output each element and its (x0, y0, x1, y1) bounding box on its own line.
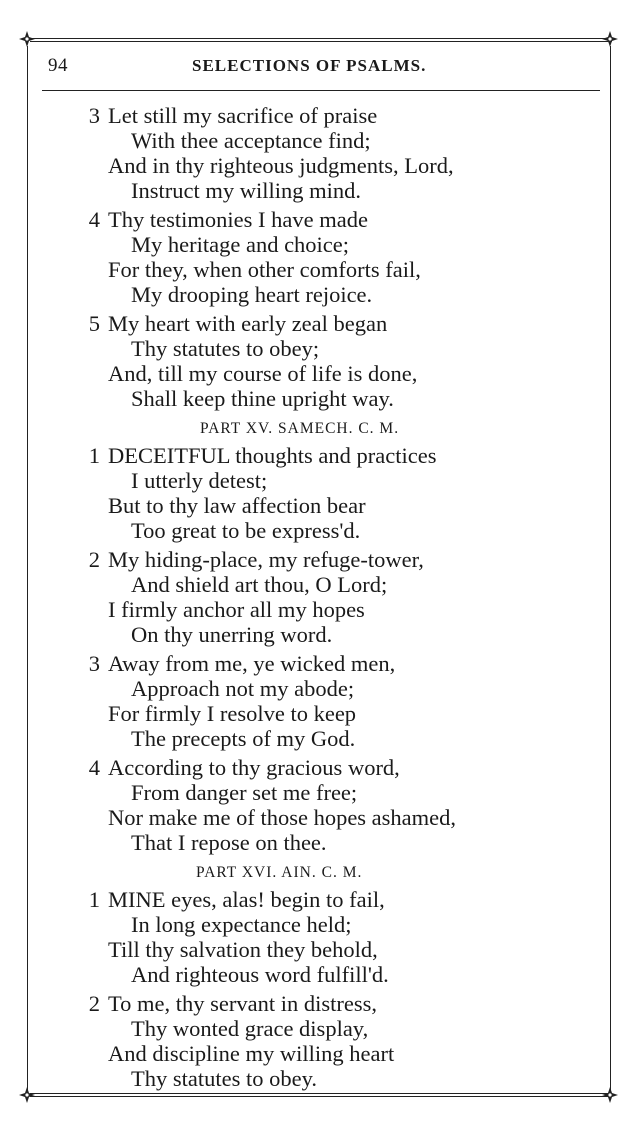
verse-text: DECEITFUL thoughts and practices (108, 443, 437, 468)
verse-line (0, 282, 640, 307)
verse-text: I utterly detest; (131, 468, 268, 493)
stanza-number: 5 (88, 311, 100, 336)
verse-line (0, 257, 640, 282)
verse-text: From danger set me free; (131, 780, 358, 805)
verse-line (0, 597, 640, 622)
verse-text: Away from me, ye wicked men, (108, 651, 396, 676)
stanza-number: 3 (88, 103, 100, 128)
stanza (0, 443, 640, 543)
page-number: 94 (48, 55, 68, 76)
verse-text: My hiding-place, my refuge-tower, (108, 547, 424, 572)
verse-line (0, 311, 640, 336)
verse-line (0, 912, 640, 937)
page-header (42, 55, 600, 81)
verse-line (0, 1041, 640, 1066)
stanza (0, 103, 640, 203)
stanza-number: 4 (88, 207, 100, 232)
verse-text: And shield art thou, O Lord; (131, 572, 388, 597)
verse-line (0, 830, 640, 855)
verse-text: Nor make me of those hopes ashamed, (108, 805, 457, 830)
header-rule (42, 90, 600, 91)
verse-text: Till thy salvation they behold, (108, 937, 378, 962)
verse-line (0, 178, 640, 203)
stanza-number: 2 (88, 547, 100, 572)
part-heading-text: PART XV. SAMECH. C. M. (200, 420, 400, 437)
verse-line (0, 103, 640, 128)
verse-text: To me, thy servant in distress, (108, 991, 378, 1016)
verse-text: For firmly I resolve to keep (108, 701, 357, 726)
bottom-border-rule-inner (30, 1096, 612, 1097)
verse-line (0, 780, 640, 805)
stanza (0, 547, 640, 647)
part-heading-text: PART XVI. AIN. C. M. (196, 864, 363, 881)
verse-line (0, 887, 640, 912)
verse-text: The precepts of my God. (131, 726, 356, 751)
verse-text: I firmly anchor all my hopes (108, 597, 365, 622)
verse-line (0, 726, 640, 751)
verse-text: My drooping heart rejoice. (131, 282, 373, 307)
verse-text: Thy statutes to obey; (131, 336, 320, 361)
verse-text: Shall keep thine upright way. (131, 386, 394, 411)
verse-text: Approach not my abode; (131, 676, 355, 701)
verse-line (0, 128, 640, 153)
verse-line (0, 468, 640, 493)
verse-text: Thy testimonies I have made (108, 207, 368, 232)
part-heading (0, 859, 640, 887)
stanza-number: 2 (88, 991, 100, 1016)
verse-text: According to thy gracious word, (108, 755, 400, 780)
verse-text: On thy unerring word. (131, 622, 333, 647)
verse-text: And discipline my willing heart (108, 1041, 395, 1066)
corner-ornament-icon (17, 29, 37, 49)
psalm-text (0, 103, 640, 1095)
running-title: SELECTIONS OF PSALMS. (192, 56, 427, 75)
verse-text: In long expectance held; (131, 912, 352, 937)
stanza (0, 755, 640, 855)
verse-text: For they, when other comforts fail, (108, 257, 421, 282)
verse-text: My heart with early zeal began (108, 311, 388, 336)
verse-text: MINE eyes, alas! begin to fail, (108, 887, 385, 912)
verse-text: Too great to be express'd. (131, 518, 361, 543)
stanza (0, 991, 640, 1091)
verse-line (0, 232, 640, 257)
verse-line (0, 1066, 640, 1091)
verse-text: With thee acceptance find; (131, 128, 371, 153)
verse-line (0, 755, 640, 780)
verse-text: That I repose on thee. (131, 830, 327, 855)
verse-line (0, 336, 640, 361)
verse-line (0, 443, 640, 468)
verse-text: Instruct my willing mind. (131, 178, 361, 203)
stanza (0, 651, 640, 751)
verse-line (0, 1016, 640, 1041)
verse-text: My heritage and choice; (131, 232, 350, 257)
stanza-number: 4 (88, 755, 100, 780)
verse-line (0, 805, 640, 830)
stanza-number: 1 (88, 443, 100, 468)
part-heading (0, 415, 640, 443)
stanza (0, 887, 640, 987)
stanza (0, 207, 640, 307)
verse-line (0, 518, 640, 543)
top-border-rule-inner (30, 41, 612, 42)
corner-ornament-icon (600, 29, 620, 49)
verse-text: And, till my course of life is done, (108, 361, 418, 386)
verse-line (0, 651, 640, 676)
verse-text: But to thy law affection bear (108, 493, 366, 518)
verse-line (0, 207, 640, 232)
stanza (0, 311, 640, 411)
verse-line (0, 676, 640, 701)
verse-line (0, 361, 640, 386)
verse-text: And righteous word fulfill'd. (131, 962, 389, 987)
verse-line (0, 962, 640, 987)
stanza-number: 1 (88, 887, 100, 912)
verse-text: And in thy righteous judgments, Lord, (108, 153, 454, 178)
verse-text: Let still my sacrifice of praise (108, 103, 378, 128)
verse-line (0, 937, 640, 962)
verse-line (0, 547, 640, 572)
verse-line (0, 386, 640, 411)
verse-line (0, 493, 640, 518)
stanza-number: 3 (88, 651, 100, 676)
verse-line (0, 622, 640, 647)
verse-text: Thy statutes to obey. (131, 1066, 318, 1091)
verse-line (0, 991, 640, 1016)
verse-line (0, 701, 640, 726)
top-border-rule (30, 38, 612, 39)
verse-line (0, 153, 640, 178)
verse-line (0, 572, 640, 597)
verse-text: Thy wonted grace display, (131, 1016, 369, 1041)
